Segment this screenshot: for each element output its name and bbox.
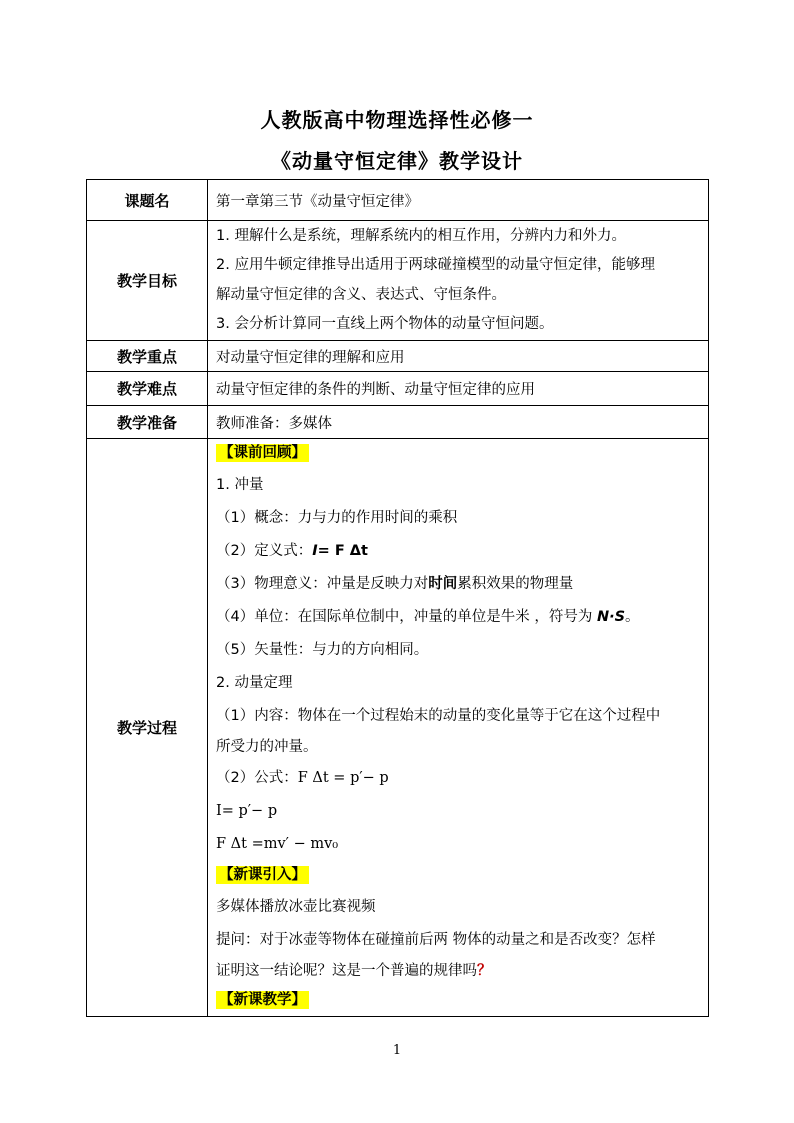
theorem-content: 所受力的冲量。 [216, 738, 318, 755]
intro-question-2 [216, 957, 700, 987]
impulse-unit-symbol: N·S [596, 608, 626, 625]
page-number: 1 [392, 1043, 402, 1058]
prep-value: 教师准备：多媒体 [208, 406, 709, 439]
topic-value: 第一章第三节《动量守恒定律》 [208, 180, 709, 221]
theorem-formula [216, 762, 700, 795]
row-topic [87, 180, 709, 221]
impulse-meaning-suffix: 累积效果的物理量 [457, 575, 574, 592]
impulse-meaning-bold: 时间 [428, 575, 458, 592]
goal-line: 2. 应用牛顿定律推导出适用于两球碰撞模型的动量守恒定律，能够理 [216, 257, 655, 273]
row-process [87, 439, 709, 1017]
goal-line: 3. 会分析计算同一直线上两个物体的动量守恒问题。 [216, 316, 554, 332]
lesson-plan-table [86, 179, 709, 1017]
row-key [87, 341, 709, 372]
intro-heading: 【新课引入】 [216, 866, 309, 884]
prep-label: 教学准备 [87, 406, 208, 439]
theorem-formula-1: F Δt = p′− p [297, 770, 389, 786]
process-content [208, 439, 709, 1017]
intro-video: 多媒体播放冰壶比赛视频 [216, 898, 376, 915]
intro-question-mark: ？ [477, 962, 492, 979]
theorem-title: 2. 动量定理 [216, 674, 293, 691]
impulse-meaning-prefix: （3）物理意义：冲量是反映力对 [216, 575, 429, 592]
review-heading-line [216, 439, 700, 469]
document-subtitle: 《动量守恒定律》教学设计 [271, 149, 523, 173]
difficulty-value: 动量守恒定律的条件的判断、动量守恒定律的应用 [208, 372, 709, 406]
goal-line: 解动量守恒定律的含义、表达式、守恒条件。 [216, 286, 506, 303]
teach-heading-line [216, 986, 700, 1016]
impulse-def-formula: = F Δt [317, 542, 368, 559]
review-heading: 【课前回顾】 [216, 444, 309, 462]
goals-label: 教学目标 [87, 221, 208, 341]
impulse-def-prefix: （2）定义式： [216, 542, 313, 559]
key-label: 教学重点 [87, 341, 208, 372]
document-title: 人教版高中物理选择性必修一 [260, 108, 534, 132]
theorem-formula-prefix: （2）公式： [216, 770, 298, 786]
process-label: 教学过程 [87, 439, 208, 1017]
impulse-concept: （1）概念：力与力的作用时间的乘积 [216, 509, 458, 526]
topic-label: 课题名 [87, 180, 208, 221]
row-difficulty [87, 372, 709, 406]
impulse-meaning [216, 568, 700, 601]
intro-heading-line [216, 861, 700, 891]
impulse-unit-prefix: （4）单位：在国际单位制中，冲量的单位是牛米 ，符号为 [216, 608, 597, 625]
impulse-definition [216, 535, 700, 568]
intro-question-text: 证明这一结论呢？这是一个普遍的规律吗 [216, 962, 477, 979]
impulse-title: 1. 冲量 [216, 476, 264, 493]
impulse-def-symbol: I [312, 542, 318, 559]
difficulty-label: 教学难点 [87, 372, 208, 406]
impulse-vector: （5）矢量性：与力的方向相同。 [216, 641, 429, 658]
intro-question: 提问：对于冰壶等物体在碰撞前后两 物体的动量之和是否改变？怎样 [216, 931, 656, 948]
impulse-unit-suffix: 。 [625, 608, 640, 625]
theorem-content: （1）内容：物体在一个过程始末的动量的变化量等于它在这个过程中 [216, 707, 661, 724]
row-goals [87, 221, 709, 341]
theorem-formula-2: I= p′− p [216, 803, 278, 819]
key-value: 对动量守恒定律的理解和应用 [208, 341, 709, 372]
teach-heading: 【新课教学】 [216, 991, 309, 1009]
goals-content [208, 221, 709, 341]
theorem-formula-3: F Δt =mv′ − mv₀ [216, 836, 339, 852]
impulse-unit [216, 601, 700, 634]
goal-line: 1. 理解什么是系统，理解系统内的相互作用，分辨内力和外力。 [216, 227, 626, 244]
row-prep [87, 406, 709, 439]
